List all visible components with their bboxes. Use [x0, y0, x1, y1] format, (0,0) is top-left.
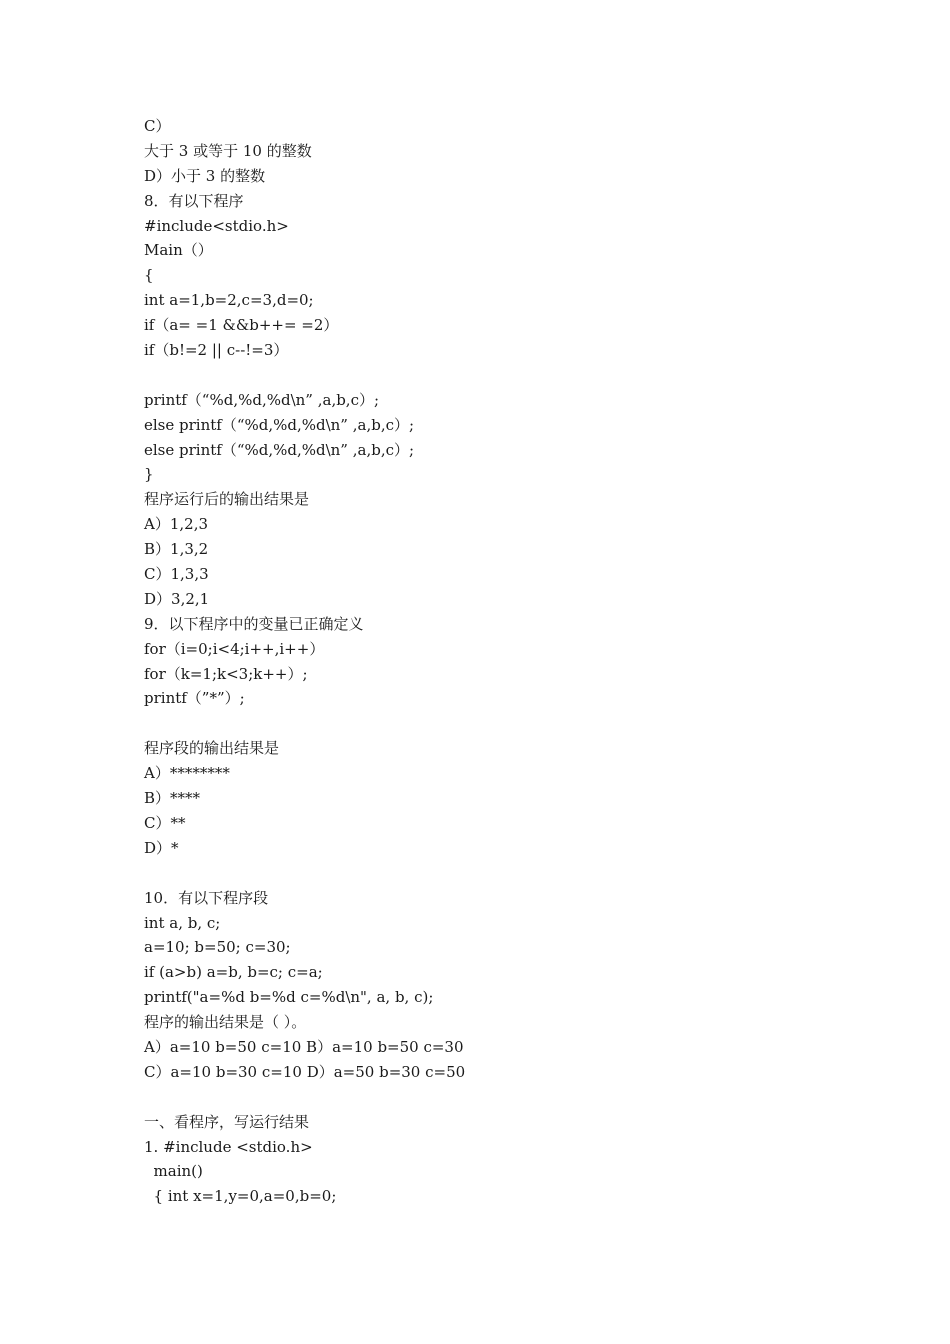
code-line: int a=1,b=2,c=3,d=0; — [144, 291, 314, 310]
document-body — [144, 114, 844, 1209]
code-line: if (a>b) a=b, b=c; c=a; — [144, 963, 323, 982]
code-line: { — [144, 266, 154, 285]
text-line: 程序运行后的输出结果是 — [144, 490, 310, 509]
answer-option: C）1,3,3 — [144, 565, 209, 584]
answer-option: A）******** — [144, 764, 230, 783]
text-line: 大于 3 或等于 10 的整数 — [144, 141, 312, 160]
text-line: 程序段的输出结果是 — [144, 739, 280, 758]
code-line: else printf（“%d,%d,%d\n” ,a,b,c）; — [144, 440, 415, 459]
code-line: for（i=0;i<4;i++,i++） — [144, 639, 325, 658]
code-line: a=10; b=50; c=30; — [144, 938, 291, 957]
code-line: { int x=1,y=0,a=0,b=0; — [144, 1187, 337, 1206]
code-line: } — [144, 465, 154, 484]
code-line: if（a= =1 &&b++= =2） — [144, 316, 339, 335]
answer-option: C）** — [144, 813, 186, 832]
section-heading: 一、看程序，写运行结果 — [144, 1112, 310, 1131]
question-heading: 10．有以下程序段 — [144, 888, 269, 907]
code-line: if（b!=2 || c--!=3） — [144, 341, 289, 360]
code-line: else printf（“%d,%d,%d\n” ,a,b,c）; — [144, 415, 415, 434]
answer-option: D）* — [144, 838, 179, 857]
answer-option: B）1,3,2 — [144, 540, 209, 559]
answer-option: B）**** — [144, 789, 201, 808]
code-line: printf（“%d,%d,%d\n” ,a,b,c）; — [144, 390, 380, 409]
code-line: Main（） — [144, 241, 213, 260]
answer-option: A）a=10 b=50 c=10 B）a=10 b=50 c=30 — [144, 1037, 464, 1056]
question-heading: 9．以下程序中的变量已正确定义 — [144, 614, 364, 633]
text-line: D）小于 3 的整数 — [144, 166, 266, 185]
answer-option: A）1,2,3 — [144, 515, 208, 534]
blank-line — [144, 711, 844, 736]
blank-line — [144, 363, 844, 388]
code-line: int a, b, c; — [144, 913, 221, 932]
answer-option: D）3,2,1 — [144, 589, 210, 608]
code-line: printf（”*”）; — [144, 689, 245, 708]
code-line: main() — [144, 1162, 203, 1181]
blank-line — [144, 1085, 844, 1110]
blank-line — [144, 861, 844, 886]
code-line: printf("a=%d b=%d c=%d\n", a, b, c); — [144, 988, 434, 1007]
code-line: #include<stdio.h> — [144, 216, 289, 235]
text-line: C） — [144, 117, 171, 135]
answer-option: C）a=10 b=30 c=10 D）a=50 b=30 c=50 — [144, 1062, 466, 1081]
code-line: 1. #include <stdio.h> — [144, 1137, 313, 1156]
question-heading: 8．有以下程序 — [144, 191, 244, 210]
text-line: 程序的输出结果是（ ）。 — [144, 1013, 307, 1032]
code-line: for（k=1;k<3;k++）; — [144, 664, 308, 683]
